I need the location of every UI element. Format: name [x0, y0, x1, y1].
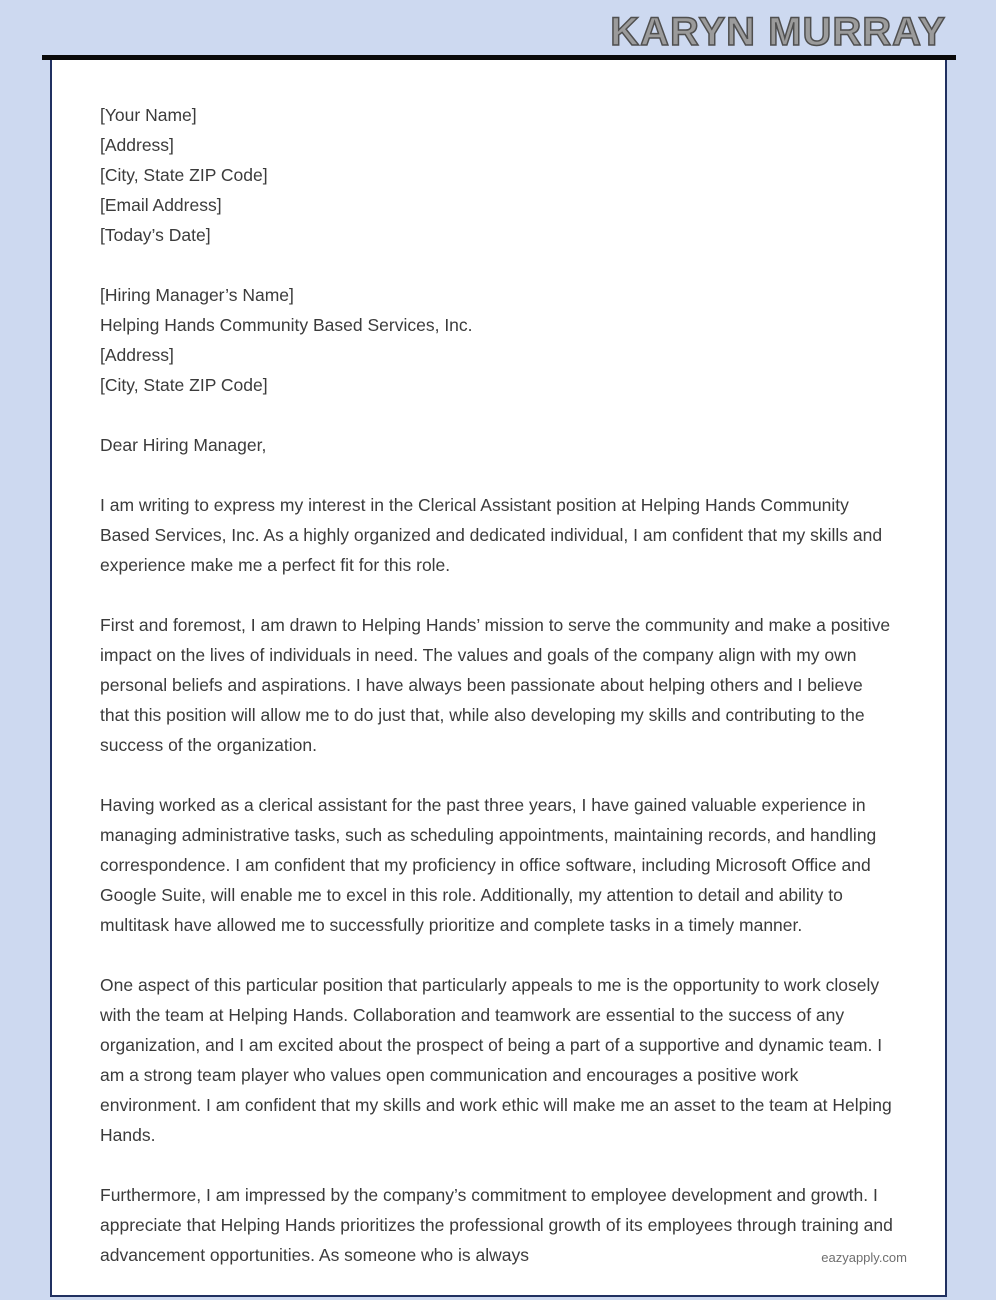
letter-paragraph-5: Furthermore, I am impressed by the company’s commitment to employee development and growth. I appreciate that Helping Hands prioritizes the professional growth of its employees through training and advancement opportunities. As someone who is always: [100, 1185, 893, 1265]
letter-page: [50, 57, 947, 1297]
letter-paragraph-3: Having worked as a clerical assistant for the past three years, I have gained valuable experience in managing administrative tasks, such as scheduling appointments, maintaining records, and handling correspondence. I am confident that my proficiency in office software, including Microsoft Office and Google Suite, will enable me to excel in this role. Additionally, my attention to detail and ability to multitask have allowed me to successfully prioritize and complete tasks in a timely manner.: [100, 795, 877, 935]
author-name: KARYN MURRAY: [610, 10, 946, 54]
sender-city-line: [City, State ZIP Code]: [100, 165, 268, 185]
letter-paragraph-2: First and foremost, I am drawn to Helping Hands’ mission to serve the community and make a positive impact on the lives of individuals in need. The values and goals of the company align with my own personal beliefs and aspirations. I have always been passionate about helping others and I believe that this position will allow me to do just that, while also developing my skills and contributing to the success of the organization.: [100, 615, 891, 755]
recipient-address-line: [Address]: [100, 345, 174, 365]
letter-body: [52, 59, 945, 1270]
watermark: eazyapply.com: [821, 1250, 907, 1265]
sender-block: [100, 100, 895, 250]
sender-email-line: [Email Address]: [100, 195, 222, 215]
header-rule: [42, 55, 956, 60]
sender-address-line: [Address]: [100, 135, 174, 155]
letter-paragraph-1: I am writing to express my interest in the Clerical Assistant position at Helping Hands Community Based Services, Inc. As a highly organized and dedicated individual, I am confident that my skills and experience make me a perfect fit for this role.: [100, 495, 883, 575]
sender-date-line: [Today’s Date]: [100, 225, 211, 245]
recipient-block: [100, 280, 895, 400]
sender-name-line: [Your Name]: [100, 105, 197, 125]
recipient-city-line: [City, State ZIP Code]: [100, 375, 268, 395]
letter-paragraph-4: One aspect of this particular position that particularly appeals to me is the opportunity to work closely with the team at Helping Hands. Collaboration and teamwork are essential to the success of any organization, and I am excited about the prospect of being a part of a supportive and dynamic team. I am a strong team player who values open communication and encourages a positive work environment. I am confident that my skills and work ethic will make me an asset to the team at Helping Hands.: [100, 975, 892, 1145]
recipient-company-line: Helping Hands Community Based Services, Inc.: [100, 315, 473, 335]
recipient-name-line: [Hiring Manager’s Name]: [100, 285, 294, 305]
salutation: Dear Hiring Manager,: [100, 435, 267, 455]
